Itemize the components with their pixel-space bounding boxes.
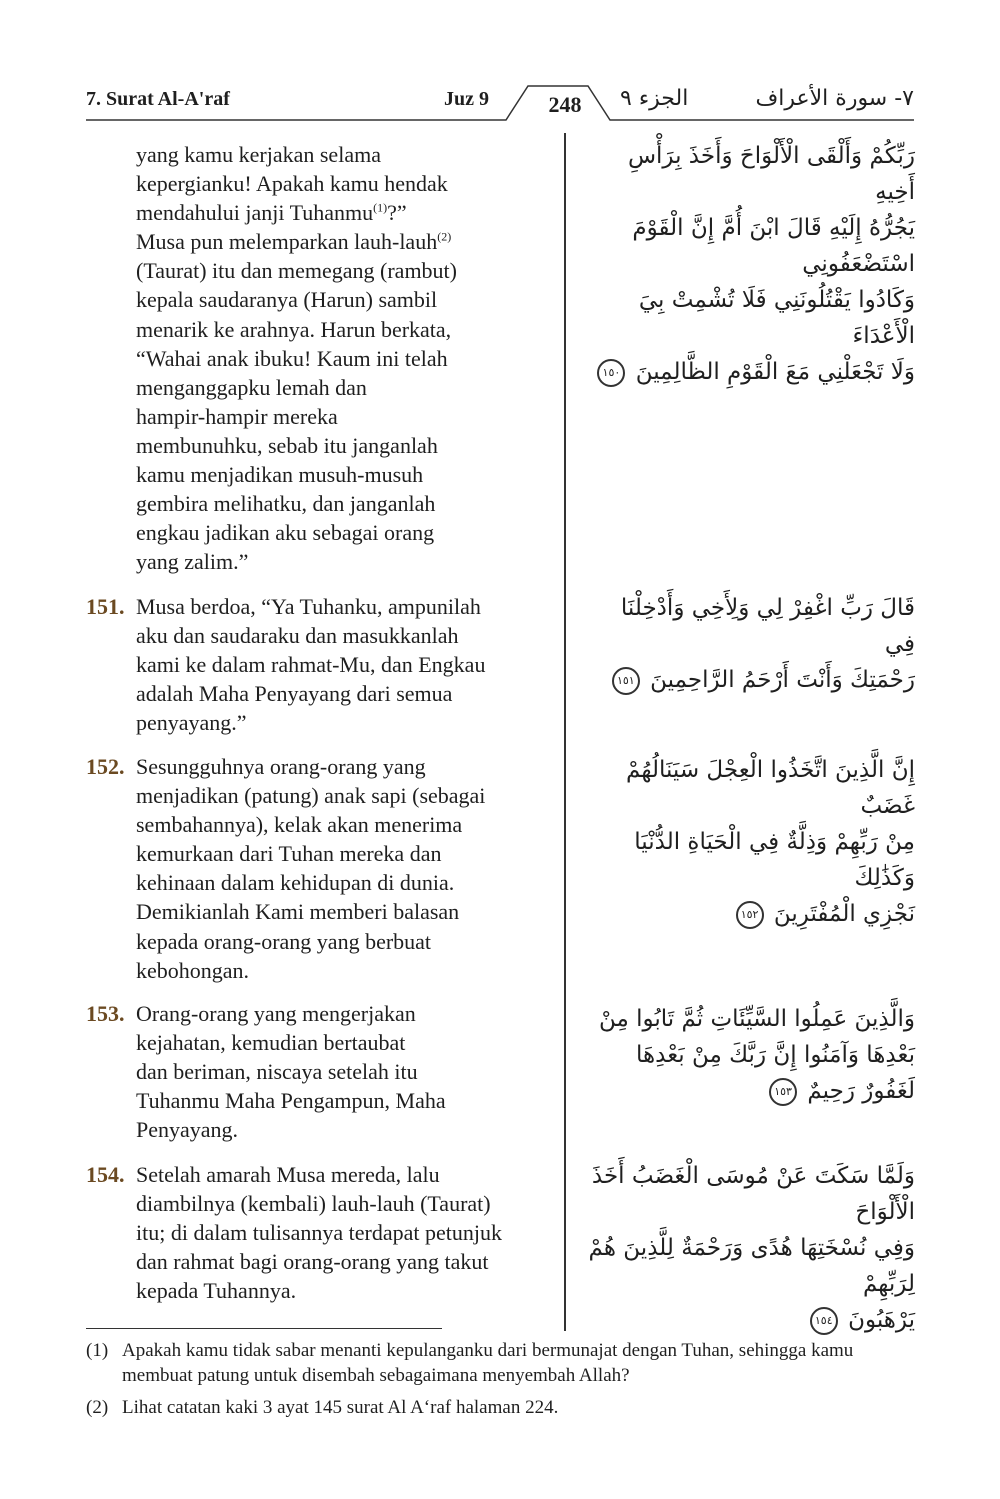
arabic-text: وَلَمَّا سَكَتَ عَنْ مُوسَى الْغَضَبُ أَخَذَ الْأَلْوَاحَ وَفِي نُسْخَتِهَا هُدًى وَرَحْمَةٌ لِلَّذِينَ هُمْ لِرَبِّهِمْ يَرْهَبُونَ — [588, 1163, 915, 1333]
footnote-marker: (2) — [86, 1397, 109, 1418]
footnote-text: Apakah kamu tidak sabar menanti kepulanganku dari bermunajat dengan Tuhan, sehingga kamu membuat patung untuk disembah sebagaimana menyembah Allah? — [122, 1340, 854, 1386]
arabic-verse-154 — [585, 1158, 915, 1338]
ayah-number-marker: ١٥٢ — [736, 901, 764, 929]
juz-label-latin: Juz 9 — [444, 88, 489, 110]
verse-153 — [86, 999, 552, 1144]
text-part-2: ?” Musa pun melemparkan lauh-lauh — [136, 200, 438, 255]
verse-152 — [86, 752, 552, 985]
surah-title-latin: 7. Surat Al-A'raf — [86, 88, 230, 110]
footnote-ref-2: (2) — [437, 229, 452, 244]
footnote-marker: (1) — [86, 1340, 109, 1361]
surah-title-arabic: ٧- سورة الأعراف — [755, 86, 914, 111]
ayah-number-marker: ١٥٤ — [810, 1307, 838, 1335]
arabic-verse-153 — [585, 1001, 915, 1109]
verse-151 — [86, 592, 552, 737]
verse-text: Sesungguhnya orang-orang yang menjadikan (patung) anak sapi (sebagai sembahannya), kelak akan menerima kemurkaan dari Tuhan mereka dan kehinaan dalam kehidupan di dunia. Demikianlah Kami memberi balasan kepada orang-orang yang berbuat kebohongan. — [136, 754, 486, 983]
footnote-rule — [86, 1328, 442, 1329]
verse-text — [136, 140, 552, 576]
text-part-1: yang kamu kerjakan selama kepergianku! Apakah kamu hendak mendahului janji Tuhanmu — [136, 142, 448, 226]
verse-text: Musa berdoa, “Ya Tuhanku, ampunilah aku dan saudaraku dan masukkanlah kami ke dalam rahmat-Mu, dan Engkau adalah Maha Penyayang dari semua penyayang.” — [136, 594, 486, 736]
page-number: 248 — [548, 92, 582, 117]
verse-150-continuation — [86, 140, 552, 576]
footnote-2 — [86, 1395, 926, 1420]
verse-154 — [86, 1160, 552, 1305]
verse-text: Setelah amarah Musa mereda, lalu diambilnya (kembali) lauh-lauh (Taurat) itu; di dalam tulisannya terdapat petunjuk dan rahmat bagi orang-orang yang takut kepada Tuhannya. — [136, 1162, 502, 1304]
verse-number: 154. — [86, 1162, 125, 1187]
ayah-number-marker: ١٥٠ — [597, 359, 625, 387]
arabic-verse-151 — [585, 590, 915, 698]
verse-text: Orang-orang yang mengerjakan kejahatan, kemudian bertaubat dan beriman, niscaya setelah itu Tuhanmu Maha Pengampun, Maha Penyayang. — [136, 1001, 446, 1143]
arabic-verse-152 — [585, 752, 915, 932]
footnote-ref-1: (1) — [373, 200, 388, 215]
footnote-text: Lihat catatan kaki 3 ayat 145 surat Al A‘raf halaman 224. — [122, 1397, 559, 1418]
juz-label-arabic: الجزء ٩ — [620, 86, 689, 111]
text-part-3: (Taurat) itu dan memegang (rambut) kepala saudaranya (Harun) sambil menarik ke arahnya. Harun berkata, “Wahai anak ibuku! Kaum ini telah menganggapku lemah dan hampir-hampir mereka membunuhku, sebab itu janganlah kamu menjadikan musuh-musuh gembira melihatku, dan janganlah engkau jadikan aku sebagai orang yang zalim.” — [136, 258, 457, 575]
arabic-text: إِنَّ الَّذِينَ اتَّخَذُوا الْعِجْلَ سَيَنَالُهُمْ غَضَبٌ مِنْ رَبِّهِمْ وَذِلَّةٌ فِي الْحَيَاةِ الدُّنْيَا وَكَذَٰلِكَ نَجْزِي الْمُفْتَرِينَ — [626, 757, 915, 927]
arabic-text: وَالَّذِينَ عَمِلُوا السَّيِّئَاتِ ثُمَّ تَابُوا مِنْ بَعْدِهَا وَآمَنُوا إِنَّ رَبَّكَ مِنْ بَعْدِهَا لَغَفُورٌ رَحِيمٌ — [598, 1006, 915, 1104]
verse-number: 152. — [86, 754, 125, 779]
header-rule — [0, 0, 1000, 140]
column-divider — [564, 133, 566, 1331]
footnote-1 — [86, 1338, 926, 1388]
arabic-verse-150 — [585, 138, 915, 390]
arabic-text: قَالَ رَبِّ اغْفِرْ لِي وَلِأَخِي وَأَدْخِلْنَا فِي رَحْمَتِكَ وَأَنْتَ أَرْحَمُ الرَّاحِمِينَ — [620, 595, 915, 693]
verse-number: 153. — [86, 1001, 125, 1026]
ayah-number-marker: ١٥١ — [612, 667, 640, 695]
verse-number: 151. — [86, 594, 125, 619]
ayah-number-marker: ١٥٣ — [769, 1078, 797, 1106]
arabic-text: رَبِّكُمْ وَأَلْقَى الْأَلْوَاحَ وَأَخَذَ بِرَأْسِ أَخِيهِ يَجُرُّهُ إِلَيْهِ قَالَ ابْنَ أُمَّ إِنَّ الْقَوْمَ اسْتَضْعَفُونِي وَكَادُوا يَقْتُلُونَنِي فَلَا تُشْمِتْ بِيَ الْأَعْدَاءَ وَلَا تَجْعَلْنِي مَعَ الْقَوْمِ الظَّالِمِينَ — [627, 143, 915, 385]
